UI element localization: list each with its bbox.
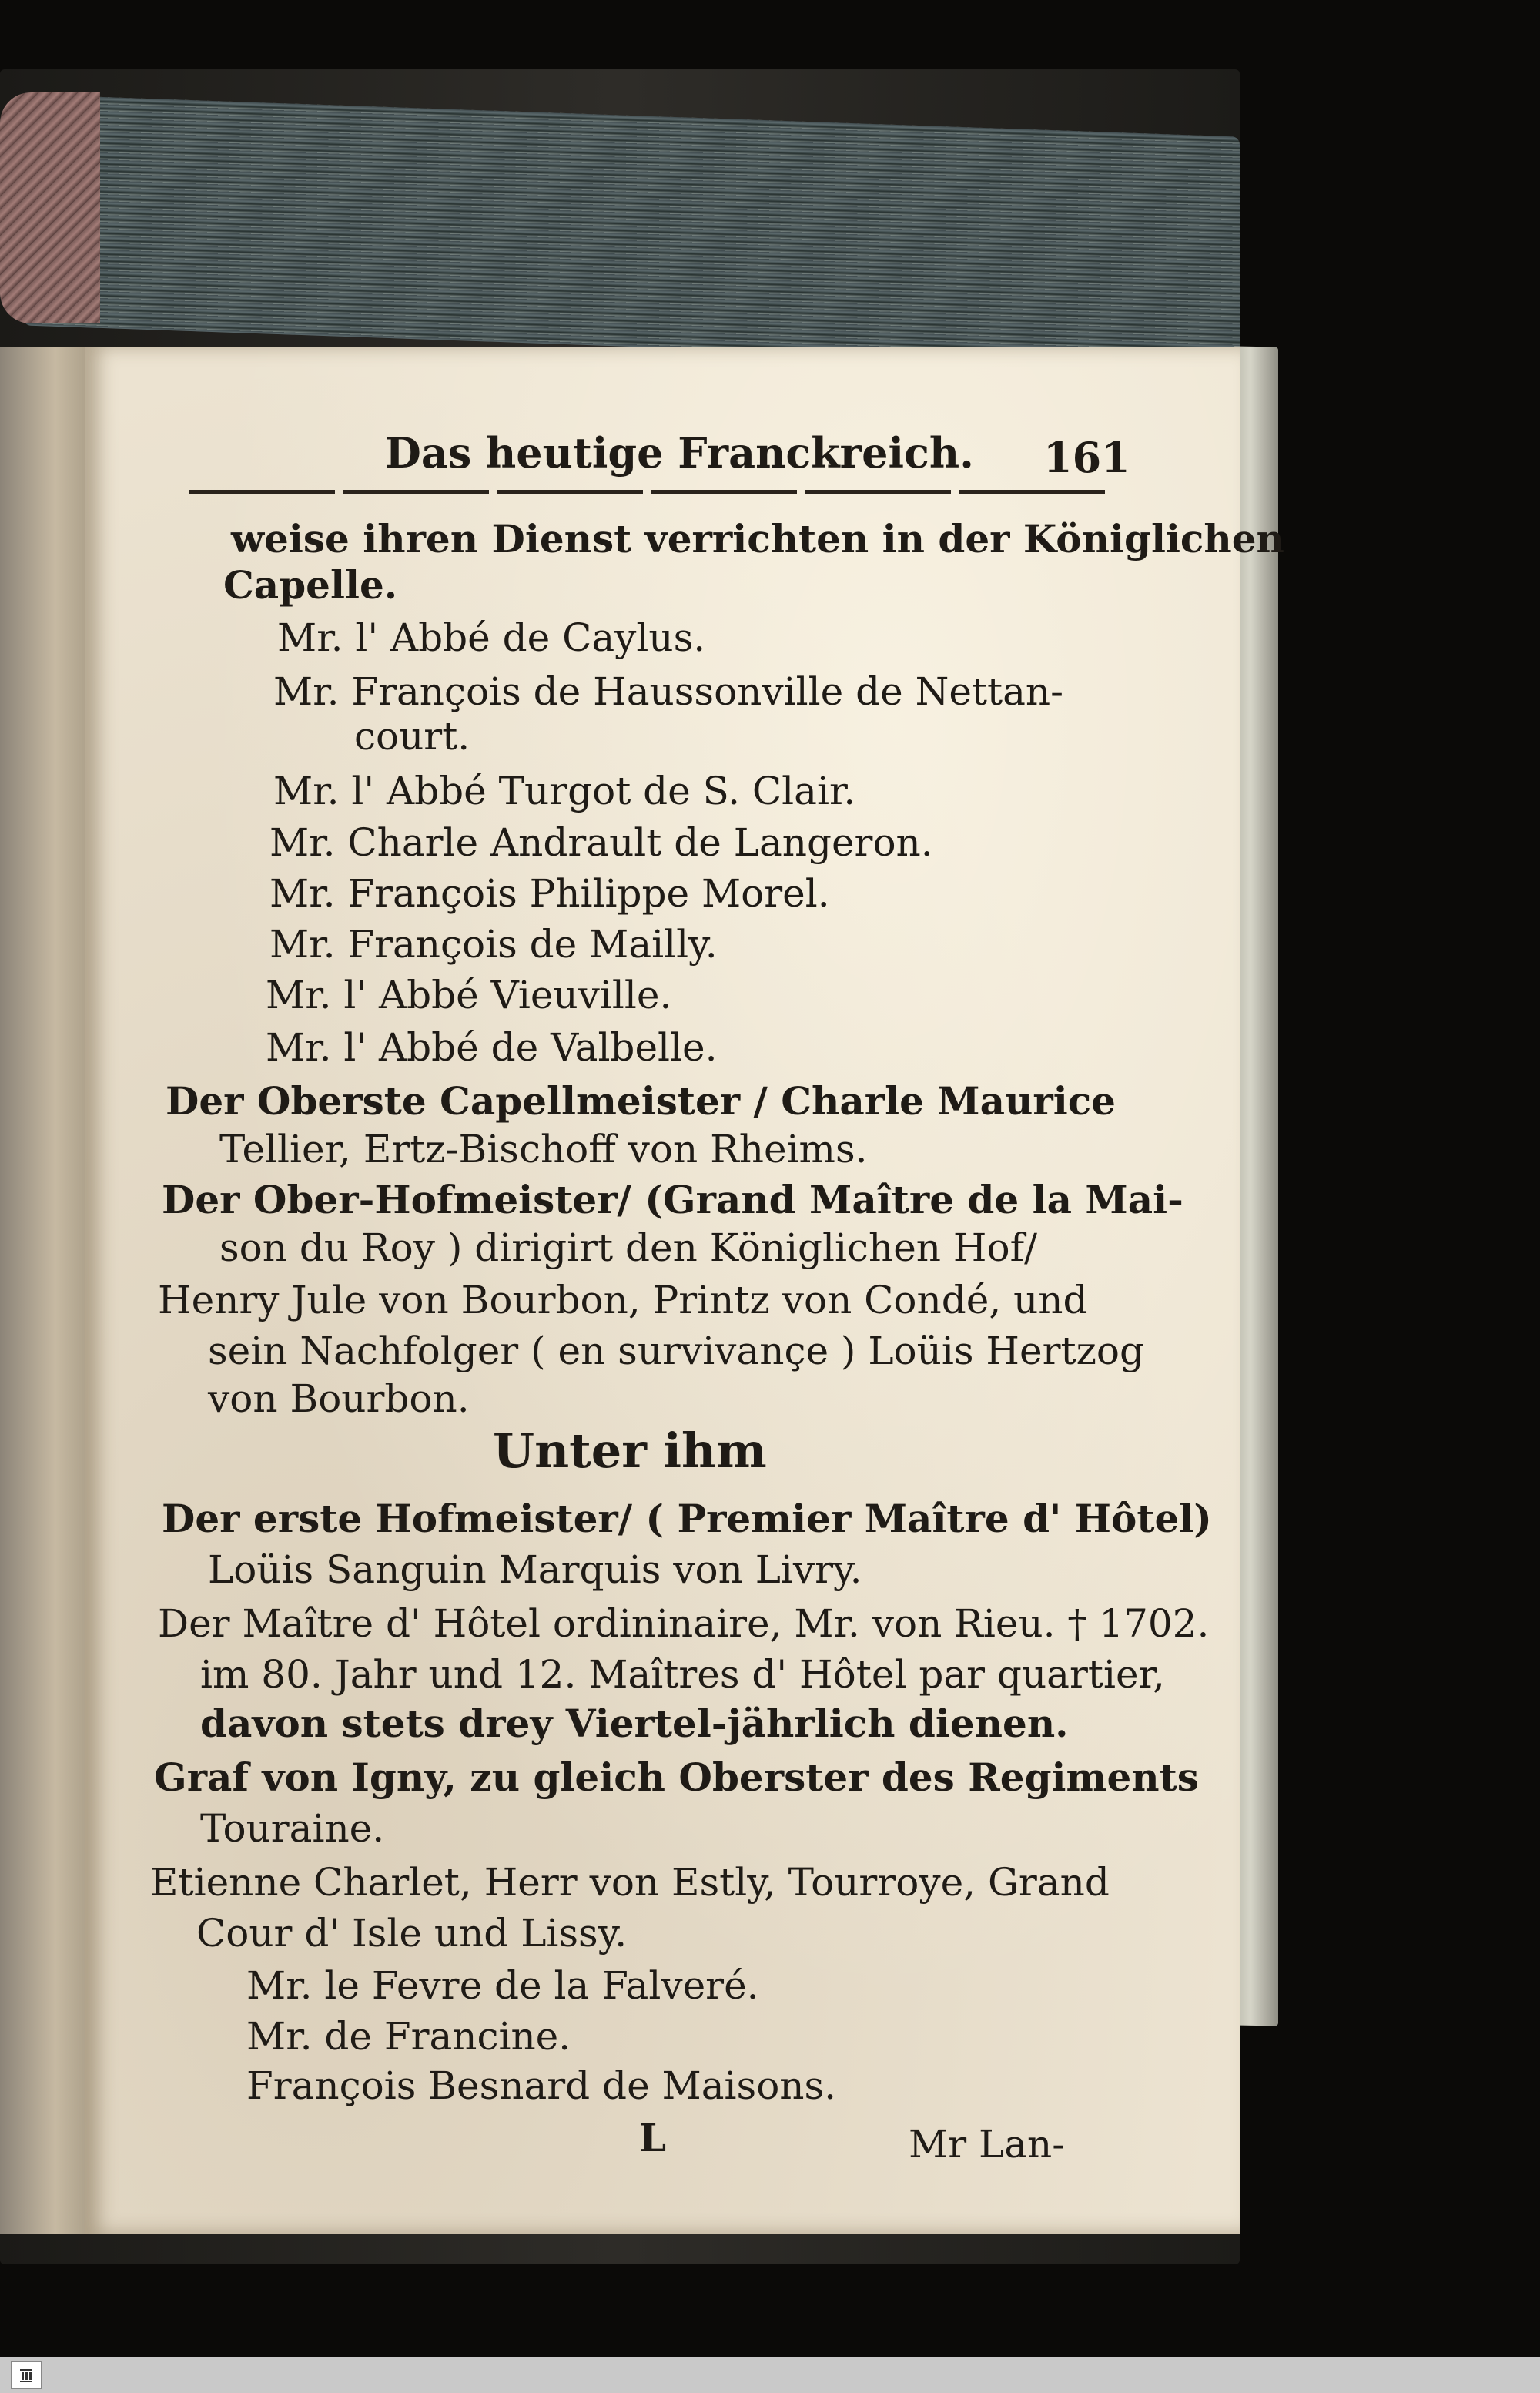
section-heading: Unter ihm (493, 1423, 767, 1479)
text-line: davon stets drey Viertel-jährlich dienen. (200, 1701, 1069, 1746)
text-line: Mr. l' Abbé Vieuville. (266, 973, 672, 1017)
text-line: court. (354, 714, 470, 759)
text-line: Mr. l' Abbé Turgot de S. Clair. (273, 769, 856, 813)
signature-mark: L (639, 2115, 667, 2160)
text-line: von Bourbon. (208, 1376, 470, 1421)
text-line: Der Maître d' Hôtel ordininaire, Mr. von Rieu. † 1702. (158, 1601, 1210, 1646)
text-line: im 80. Jahr und 12. Maîtres d' Hôtel par quartier, (200, 1652, 1165, 1697)
text-line: Capelle. (223, 562, 398, 608)
text-line: Cour d' Isle und Lissy. (196, 1911, 628, 1956)
text-line: Mr. l' Abbé de Valbelle. (266, 1025, 718, 1070)
text-line: Tellier, Ertz-Bischoff von Rheims. (219, 1127, 868, 1171)
text-line: Der erste Hofmeister/ ( Premier Maître d' Hôtel) (162, 1496, 1212, 1541)
text-line: Mr. le Fevre de la Falveré. (246, 1963, 759, 2008)
text-line: Mr. François de Mailly. (270, 922, 718, 967)
text-line: Henry Jule von Bourbon, Printz von Condé, und (158, 1278, 1088, 1322)
header-rule (189, 490, 1109, 494)
text-line: Mr. l' Abbé de Caylus. (277, 615, 706, 660)
text-line: Mr. de Francine. (246, 2014, 571, 2059)
catchword: Mr Lan- (909, 2122, 1066, 2167)
text-line: sein Nachfolger ( en survivançe ) Loüis Hertzog (208, 1329, 1145, 1373)
text-line: weise ihren Dienst verrichten in der Königlichen (231, 516, 1284, 561)
running-head: Das heutige Franckreich. (385, 428, 974, 478)
left-page-edge (0, 347, 92, 2234)
text-line: Der Ober-Hofmeister/ (Grand Maître de la Mai- (162, 1177, 1183, 1222)
text-line: Mr. François de Haussonville de Nettan- (273, 669, 1064, 714)
text-line: Mr. François Philippe Morel. (270, 871, 830, 916)
text-line: François Besnard de Maisons. (246, 2063, 837, 2108)
page-edges-top (23, 94, 1240, 367)
text-line: Etienne Charlet, Herr von Estly, Tourroye, Grand (150, 1860, 1110, 1905)
text-line: Mr. Charle Andrault de Langeron. (270, 820, 933, 865)
viewer-footer-bar (0, 2357, 1540, 2393)
spine-cord (0, 92, 100, 323)
page-number: 161 (1043, 433, 1130, 482)
text-line: son du Roy ) dirigirt den Königlichen Hof/ (219, 1225, 1037, 1270)
library-logo-icon (11, 2361, 42, 2389)
text-line: Der Oberste Capellmeister / Charle Maurice (166, 1078, 1116, 1124)
text-line: Loüis Sanguin Marquis von Livry. (208, 1547, 862, 1592)
text-line: Graf von Igny, zu gleich Oberster des Regiments (154, 1755, 1199, 1800)
text-line: Touraine. (200, 1806, 385, 1851)
